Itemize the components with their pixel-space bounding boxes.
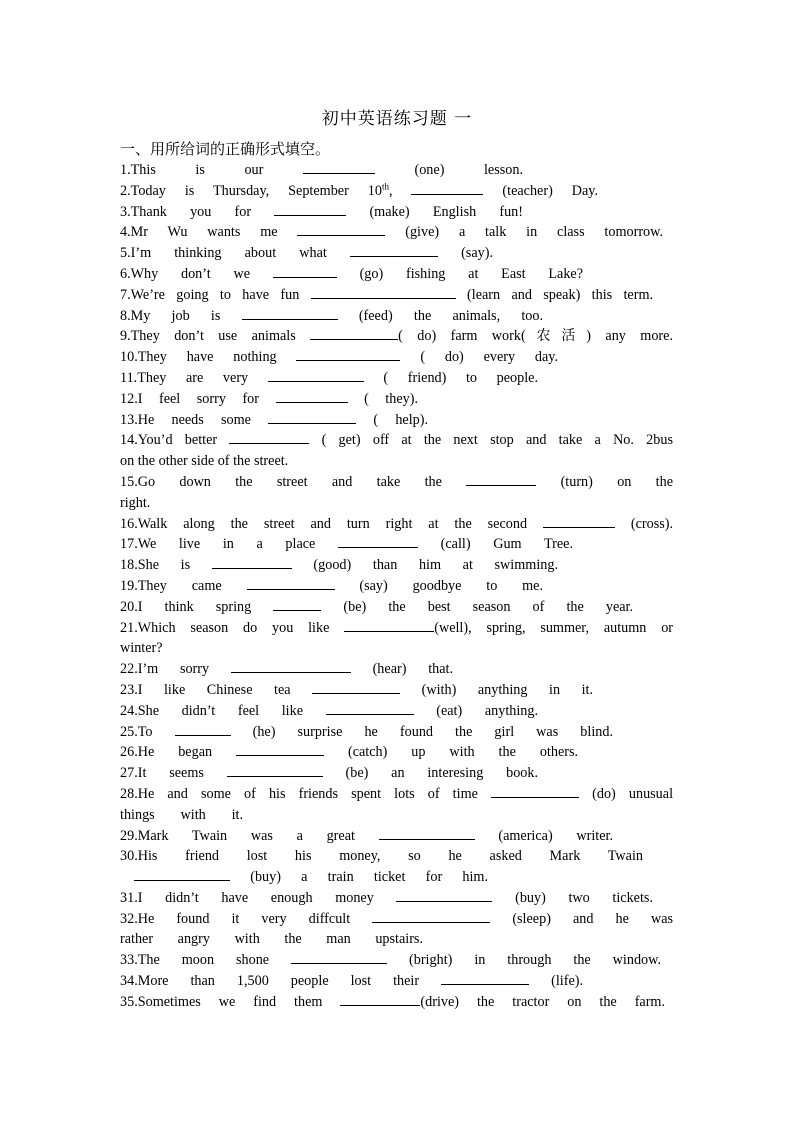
answer-blank[interactable]: [276, 389, 348, 403]
question-8: 8.My job is (feed) the animals, too.: [120, 307, 544, 324]
question-32: 32.He found it very diffcult (sleep) and he was: [120, 910, 674, 927]
question-16: 16.Walk along the street and turn right at the second (cross).: [120, 515, 674, 532]
answer-blank[interactable]: [311, 285, 456, 299]
question-21-continued: winter?: [120, 640, 163, 657]
answer-blank[interactable]: [229, 430, 309, 444]
page-title: 初中英语练习题 一: [321, 109, 473, 129]
answer-blank[interactable]: [291, 950, 387, 964]
question-34: 34.More than 1,500 people lost their (life).: [120, 973, 584, 990]
question-6: 6.Why don’t we (go) fishing at East Lake?: [120, 265, 584, 282]
answer-blank[interactable]: [242, 306, 338, 320]
answer-blank[interactable]: [231, 659, 351, 673]
question-3: 3.Thank you for (make) English fun!: [120, 203, 523, 220]
question-31: 31.I didn’t have enough money (buy) two tickets.: [120, 889, 653, 906]
section-heading: 一、用所给词的正确形式填空。: [120, 140, 331, 158]
question-13: 13.He needs some ( help).: [120, 411, 429, 428]
answer-blank[interactable]: [379, 826, 475, 840]
question-30: 30.His friend lost his money, so he asked Mark Twain: [120, 848, 643, 865]
question-15: 15.Go down the street and take the (turn) on the: [120, 473, 674, 490]
answer-blank[interactable]: [491, 784, 579, 798]
question-list: [120, 160, 673, 1013]
question-29: 29.Mark Twain was a great (america) writer.: [120, 827, 614, 844]
question-19: 19.They came (say) goodbye to me.: [120, 577, 544, 594]
answer-blank[interactable]: [396, 888, 492, 902]
answer-blank[interactable]: [340, 992, 420, 1006]
question-11: 11.They are very ( friend) to people.: [120, 369, 539, 386]
question-23: 23.I like Chinese tea (with) anything in it.: [120, 681, 594, 698]
answer-blank[interactable]: [236, 742, 324, 756]
answer-blank[interactable]: [310, 326, 398, 340]
answer-blank[interactable]: [268, 368, 364, 382]
question-35: 35.Sometimes we find them (drive) the tractor on the farm.: [120, 993, 666, 1010]
question-26: 26.He began (catch) up with the others.: [120, 744, 579, 761]
question-20: 20.I think spring (be) the best season of the year.: [120, 598, 634, 615]
answer-blank[interactable]: [212, 555, 292, 569]
question-21: 21.Which season do you like (well), spring, summer, autumn or: [120, 619, 674, 636]
answer-blank[interactable]: [296, 347, 400, 361]
answer-blank[interactable]: [247, 576, 335, 590]
answer-blank[interactable]: [312, 680, 400, 694]
answer-blank[interactable]: [227, 763, 323, 777]
answer-blank[interactable]: [441, 971, 529, 985]
question-28-continued: things with it.: [120, 806, 243, 823]
question-15-continued: right.: [120, 494, 151, 511]
answer-blank[interactable]: [326, 701, 414, 715]
question-33: 33.The moon shone (bright) in through the window.: [120, 952, 662, 969]
answer-blank[interactable]: [344, 618, 434, 632]
answer-blank[interactable]: [411, 181, 483, 195]
question-9: 9.They don’t use animals ( do) farm work(农活) any more.: [120, 328, 673, 345]
answer-blank[interactable]: [134, 867, 230, 881]
answer-blank[interactable]: [466, 472, 536, 486]
question-14-continued: on the other side of the street.: [120, 453, 289, 470]
answer-blank[interactable]: [303, 160, 375, 174]
question-14: 14.You’d better ( get) off at the next stop and take a No. 2bus: [120, 432, 673, 449]
question-18: 18.She is (good) than him at swimming.: [120, 557, 558, 574]
answer-blank[interactable]: [273, 597, 321, 611]
answer-blank[interactable]: [338, 534, 418, 548]
question-4: 4.Mr Wu wants me (give) a talk in class tomorrow.: [120, 224, 664, 241]
question-27: 27.It seems (be) an interesing book.: [120, 765, 539, 782]
answer-blank[interactable]: [350, 243, 438, 257]
answer-blank[interactable]: [297, 222, 385, 236]
question-32-continued: rather angry with the man upstairs.: [120, 931, 423, 948]
answer-blank[interactable]: [543, 514, 615, 528]
answer-blank[interactable]: [273, 264, 337, 278]
question-2: 2.Today is Thursday, September 10th, (teacher) Day.: [120, 181, 599, 199]
question-1: 1.This is our (one) lesson.: [120, 162, 523, 178]
answer-blank[interactable]: [175, 722, 231, 736]
question-30-continued: (buy) a train ticket for him.: [120, 867, 673, 888]
question-22: 22.I’m sorry (hear) that.: [120, 661, 454, 678]
question-7: 7.We’re going to have fun (learn and speak) this term.: [120, 286, 654, 303]
question-12: 12.I feel sorry for ( they).: [120, 390, 419, 407]
question-25: 25.To (he) surprise he found the girl was blind.: [120, 723, 613, 740]
answer-blank[interactable]: [274, 202, 346, 216]
question-24: 24.She didn’t feel like (eat) anything.: [120, 702, 539, 719]
question-17: 17.We live in a place (call) Gum Tree.: [120, 536, 574, 553]
question-10: 10.They have nothing ( do) every day.: [120, 349, 559, 366]
question-28: 28.He and some of his friends spent lots of time (do) unusual: [120, 785, 674, 802]
answer-blank[interactable]: [268, 410, 356, 424]
answer-blank[interactable]: [372, 909, 490, 923]
question-5: 5.I’m thinking about what (say).: [120, 245, 493, 262]
